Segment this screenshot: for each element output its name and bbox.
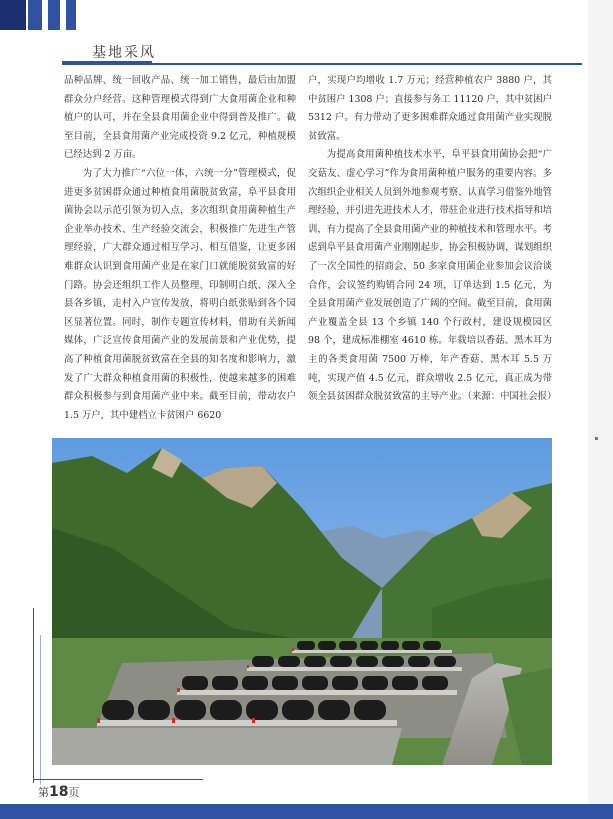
article-paragraph: 为提高食用菌种植技术水平，阜平县食用菌协会把“广交菇友、虚心学习”作为食用菌种植户服务的重要内容。多次组织企业相关人员到外地参观考察、认真学习借鉴外地管理经验，并引进先进技术人才，带驻企业进行技术指导和培训，有力提高了全县食用菌产业的种植技术和管理水平。考虑到阜平县食用菌产业刚刚起步，协会积极协调，谋划组织了一次全国性的招商会，50 多家食用菌企业参加会议洽谈合作，会议签约购销合同 24 项，订单达到 1.5 亿元，为全县食用菌产业发展创造了广阔的空间。截至目前，食用菌产业覆盖全县 13 个乡镇 140 个行政村，建设规模园区 98 个，建成标准棚室 4610 栋。年栽培以香菇、黑木耳为主的各类食用菌 7500 万棒，年产香菇、黑木耳 5.5 万吨，实现产值 4.5 亿元，群众增收 2.5 亿元，真正成为带领全县贫困群众脱贫致富的主导产业。（来源：中国社会报）: [308, 149, 557, 403]
mountain-greenhouse-photo: [52, 438, 552, 765]
article-paragraph: 为了大力推广“六位一体，六统一分”管理模式，促进更多贫困群众通过种植食用菌脱贫致富，阜平县食用菌协会以示范引领为切入点，多次组织食用菌种植生产企业举办技术、生产经验交流会，积极推广先进生产管理经验，广大群众通过相互学习、相互借鉴，让更多困难群众认识到食用菌产业是在家门口就能脱贫致富的好门路。协会还组织工作人员整理、印制明白纸、深入全县各乡镇，走村入户宣传发放，将明白纸张贴到各个园区显著位置。同时，制作专题宣传材料，借助有关新闻媒体，广泛宣传食用菌产业的发展前景和产业优势，提高了种植食用菌脱贫致富在全县的知名度和影响力，激发了广大群众种植食用菌的积极性，使越来越多的困难群众积极参与到食用菌产业中来。截至目前，带动农户 1.5 万户，其中建档立卡贫困户 6620: [64, 167, 296, 421]
page-edge-strip: [588, 0, 613, 804]
article-paragraph: 品种品牌、统一回收产品、统一加工销售，最后由加盟群众分户经营。这种管理模式得到广大食用菌企业和种植户的认可，并在全县食用菌企业中得到普及推广。截至目前，全县食用菌产业完成投资 9.2 亿元，种植规模已经达到 2 万亩。: [64, 75, 296, 161]
article-paragraph: 户，实现户均增收 1.7 万元；经营种植农户 3880 户，其中贫困户 1308 户；直接参与务工 11120 户，其中贫困户 5312 户。有力带动了更多困难群众通过食用菌产业实现脱贫致富。: [308, 75, 552, 142]
footer-rule: [33, 779, 203, 780]
page-number: [38, 784, 79, 800]
header-rule: [62, 63, 582, 65]
margin-rule-light: [40, 635, 41, 785]
margin-rule: [33, 608, 34, 783]
section-title: 基地采风: [92, 45, 156, 61]
footer-band: [0, 804, 613, 819]
article-column-right: [308, 72, 557, 407]
article-column-left: [64, 72, 296, 425]
page-number-prefix: 第: [38, 786, 49, 799]
header-decoration: [0, 0, 88, 30]
page-number-suffix: 页: [68, 786, 80, 799]
page-number-value: 18: [49, 784, 69, 800]
